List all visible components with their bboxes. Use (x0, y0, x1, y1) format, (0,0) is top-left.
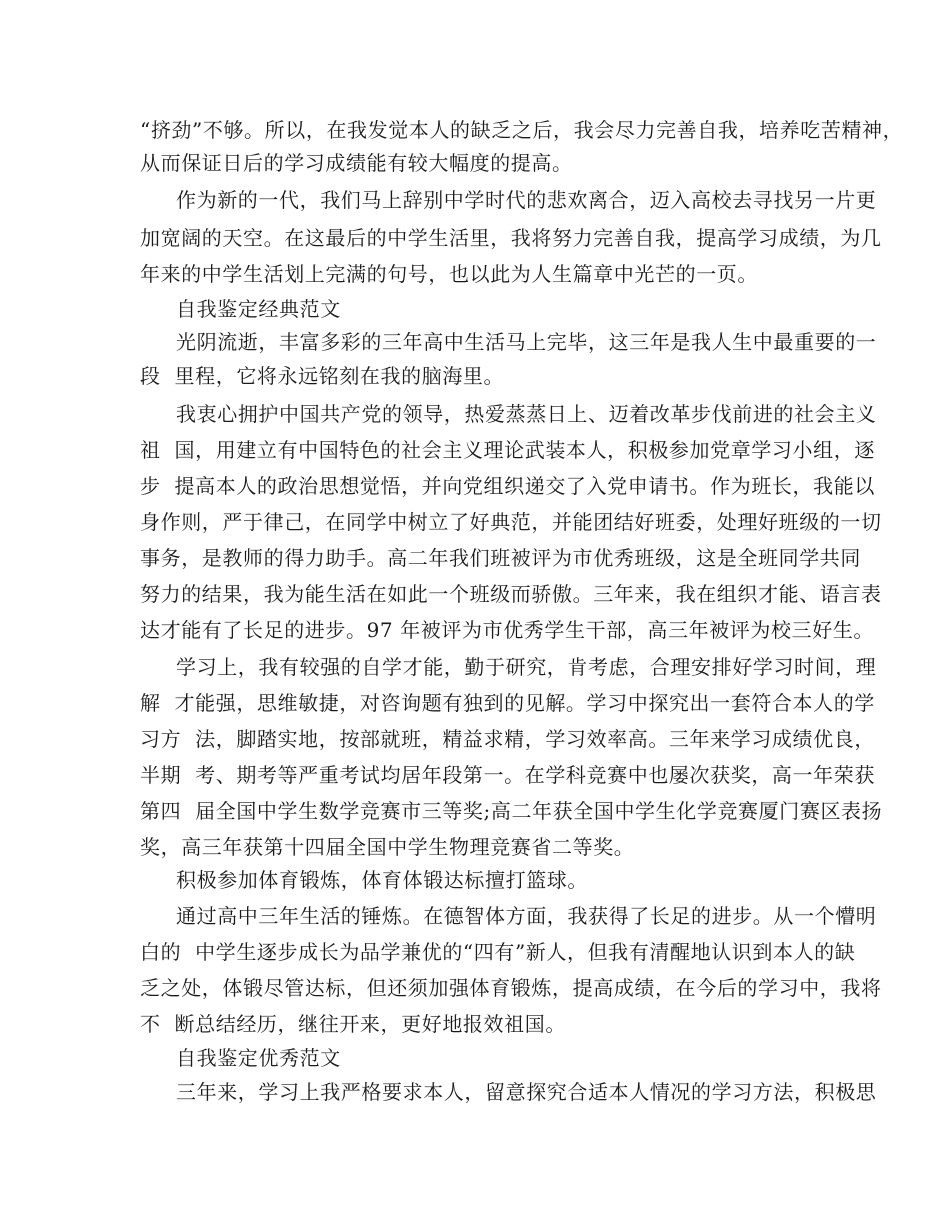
text-line: 从而保证日后的学习成绩能有较大幅度的提高。 (140, 151, 573, 175)
text-line: 积极参加体育锻炼，体育体锻达标擅打篮球。 (176, 868, 588, 892)
text-line: 学习上，我有较强的自学才能，勤于研究，肯考虑，合理安排好学习时间，理 (176, 655, 877, 679)
text-line: 加宽阔的天空。在这最后的中学生活里，我将努力完善自我，提高学习成绩，为几 (140, 226, 882, 250)
text-line: 事务，是教师的得力助手。高二年我们班被评为市优秀班级，这是全班同学共同 (140, 546, 861, 570)
text-line: 祖 国，用建立有中国特色的社会主义理论武装本人，积极参加党章学习小组，逐 (140, 438, 875, 462)
text-line: 奖，高三年获第十四届全国中学生物理竞赛省二等奖。 (140, 835, 635, 859)
text-line: 乏之处，体锻尽管达标，但还须加强体育锻炼，提高成绩，在今后的学习中，我将 (140, 976, 882, 1000)
section-heading: 自我鉴定优秀范文 (176, 1046, 341, 1070)
section-heading: 自我鉴定经典范文 (176, 297, 341, 321)
text-line: 习方 法，脚踏实地，按部就班，精益求精，学习效率高。三年来学习成绩优良， (140, 727, 875, 751)
text-line: 通过高中三年生活的锤炼。在德智体方面，我获得了长足的进步。从一个懵明 (176, 904, 877, 928)
text-line: 三年来，学习上我严格要求本人，留意探究合适本人情况的学习方法，积极思 (176, 1080, 877, 1104)
text-line: 年来的中学生活划上完满的句号，也以此为人生篇章中光芒的一页。 (140, 262, 758, 286)
text-line: 解 才能强，思维敏捷，对咨询题有独到的见解。学习中探究出一套符合本人的学 (140, 691, 875, 715)
text-line: 光阴流逝，丰富多彩的三年高中生活马上完毕，这三年是我人生中最重要的一 (176, 330, 877, 354)
text-line: 作为新的一代，我们马上辞别中学时代的悲欢离合，迈入高校去寻找另一片更 (176, 188, 877, 212)
text-line: 第四 届全国中学生数学竞赛市三等奖;高二年获全国中学生化学竞赛厦门赛区表扬 (140, 799, 883, 823)
text-line: 达才能有了长足的进步。97 年被评为市优秀学生干部，高三年被评为校三好生。 (140, 618, 875, 642)
text-line: 不 断总结经历，继往开来，更好地报效祖国。 (140, 1012, 566, 1036)
text-line: 身作则，严于律己，在同学中树立了好典范，并能团结好班委，处理好班级的一切 (140, 510, 882, 534)
text-line: 白的 中学生逐步成长为品学兼优的“四有”新人，但我有清醒地认识到本人的缺 (140, 940, 856, 964)
text-line: 努力的结果，我为能生活在如此一个班级而骄傲。三年来，我在组织才能、语言表 (140, 582, 882, 606)
text-line: 步 提高本人的政治思想觉悟，并向党组织递交了入党申请书。作为班长，我能以 (140, 474, 875, 498)
text-line: 半期 考、期考等严重考试均居年段第一。在学科竞赛中也屡次获奖，高一年荣获 (140, 763, 875, 787)
text-line: 段 里程，它将永远铭刻在我的脑海里。 (140, 364, 505, 388)
text-line: “挤劲”不够。所以，在我发觉本人的缺乏之后，我会尽力完善自我，培养吃苦精神， (140, 118, 904, 142)
text-line: 我衷心拥护中国共产党的领导，热爱蒸蒸日上、迈着改革步伐前进的社会主义 (176, 402, 877, 426)
